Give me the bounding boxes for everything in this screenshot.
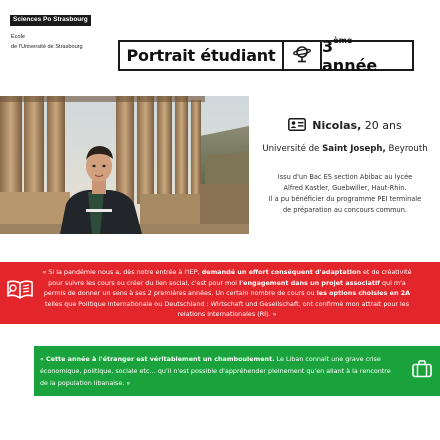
name-row [255, 116, 435, 135]
sciences-po-logo [10, 6, 114, 52]
logo-title: Sciences Po Strasbourg [10, 15, 91, 26]
quote-block-red [0, 262, 440, 324]
reading-book-icon [6, 278, 34, 304]
student-bio: Issu d'un Bac ES section Abibac au lycée Alfred Kastler, Guebwiller, Haut-Rhin. Il a pu bénéficier du programme PEI terminale de préparation au concours commun. [268, 173, 422, 214]
suitcase-icon [412, 360, 432, 382]
logo-line-universite: de l'Université de Strasbourg [11, 43, 83, 50]
logo-line-ecole: École [11, 33, 25, 40]
id-card-icon [288, 116, 306, 135]
student-name: Nicolas, 20 ans [312, 119, 402, 132]
quote-block-green [34, 346, 440, 396]
year-label: 3ème année [322, 36, 378, 75]
student-profile [255, 116, 435, 216]
header-icon-cell [282, 42, 322, 69]
quote-text-red: « Si la pandémie nous a, dès notre entrée à l'IEP, demandé un effort conséquent d'adaptation et de créativité pour suivre les cours ou créer du lien social, c'est pour moi l'engagement dans un projet associatif qui m'a permis de donner un sens à ses 2 premières années. Un certain nombre de cours ou les options choisies en 2A telles que Politique internationale ou Deutschland : Wirtschaft und Gesellschaft, ont confirmé mon attrait pour les relations internationales (RI). » [42, 268, 412, 318]
header-year-cell [322, 36, 412, 75]
header-title-cell [120, 42, 282, 69]
student-photo [0, 96, 249, 234]
portrait-header [118, 36, 414, 75]
page-title: Portrait étudiant [126, 46, 276, 65]
quote-text-green: « Cette année à l'étranger est véritablement un chamboulement. Le Liban connait une grave crise économique, politique, sociale etc… qu'il n'est possible d'appréhender pleinement qu'en allant à la rencontre de la population libanaise. » [40, 355, 391, 387]
host-university: Université de Saint Joseph, Beyrouth [262, 144, 428, 154]
globe-stand-icon [292, 44, 312, 68]
